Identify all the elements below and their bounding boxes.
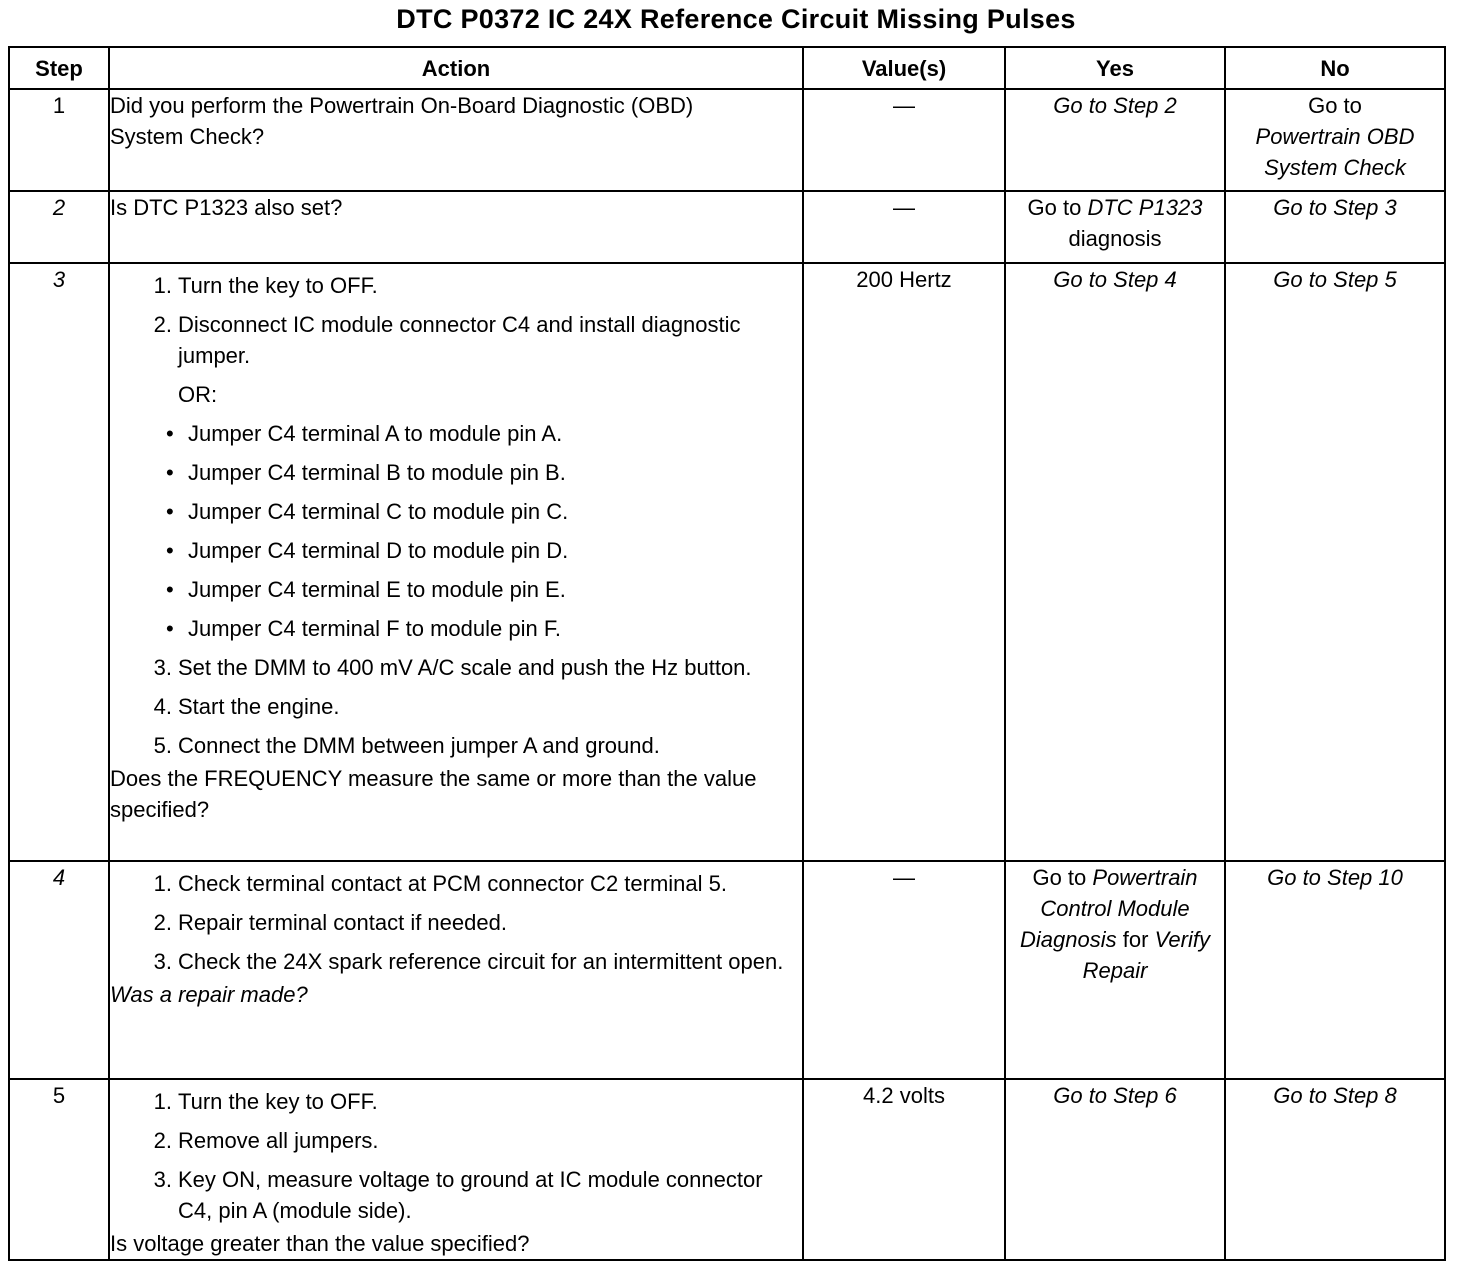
yes-text: Go to — [1027, 195, 1082, 220]
no-link: Powertrain OBD System Check — [1255, 124, 1415, 180]
yes-cell: Go to Step 2 — [1005, 89, 1225, 191]
yes-cell — [1005, 861, 1225, 1079]
no-cell: Go to Step 10 — [1225, 861, 1445, 1079]
or-label: OR: — [178, 382, 218, 407]
action-cell — [109, 89, 803, 191]
header-value: Value(s) — [803, 47, 1005, 89]
list-item: • Jumper C4 terminal D to module pin D. — [160, 535, 802, 566]
no-cell: Go to Step 5 — [1225, 263, 1445, 861]
no-cell — [1225, 89, 1445, 191]
header-step: Step — [9, 47, 109, 89]
yes-cell: Go to Step 6 — [1005, 1079, 1225, 1260]
yes-suffix: diagnosis — [1068, 226, 1162, 251]
procedure-list — [110, 1086, 802, 1226]
action-cell — [109, 861, 803, 1079]
step-number: 5 — [9, 1079, 109, 1260]
list-item: 3. Key ON, measure voltage to ground at IC module connector C4, pin A (module side). — [153, 1167, 763, 1223]
step-number: 3 — [9, 263, 109, 861]
question-text: Is voltage greater than the value specified? — [110, 1231, 530, 1256]
header-yes: Yes — [1005, 47, 1225, 89]
list-item: • Jumper C4 terminal E to module pin E. — [160, 574, 802, 605]
yes-cell: Go to Step 4 — [1005, 263, 1225, 861]
list-item: • Jumper C4 terminal A to module pin A. — [160, 418, 802, 449]
table-row — [9, 1079, 1445, 1260]
list-item: • Jumper C4 terminal C to module pin C. — [160, 496, 802, 527]
diagnostic-table — [8, 46, 1446, 1261]
value-cell: — — [803, 89, 1005, 191]
action-text: Is DTC P1323 also set? — [110, 195, 343, 220]
list-item: 3. Check the 24X spark reference circuit for an intermittent open. — [153, 949, 784, 974]
action-text: Did you perform the Powertrain On-Board Diagnostic (OBD) System Check? — [110, 93, 694, 149]
procedure-list — [110, 652, 802, 761]
step-number: 2 — [9, 191, 109, 263]
header-row — [9, 47, 1445, 89]
value-cell: 4.2 volts — [803, 1079, 1005, 1260]
value-cell: 200 Hertz — [803, 263, 1005, 861]
list-item: 3. Set the DMM to 400 mV A/C scale and push the Hz button. — [153, 655, 752, 680]
table-row — [9, 263, 1445, 861]
list-item: 2. Repair terminal contact if needed. — [153, 910, 507, 935]
no-cell: Go to Step 8 — [1225, 1079, 1445, 1260]
table-row — [9, 191, 1445, 263]
jumper-list — [110, 418, 802, 644]
header-action: Action — [109, 47, 803, 89]
yes-link-verify: Verify Repair — [1082, 927, 1210, 983]
action-cell — [109, 1079, 803, 1260]
list-item: 5. Connect the DMM between jumper A and ground. — [153, 733, 660, 758]
list-item: • Jumper C4 terminal F to module pin F. — [160, 613, 802, 644]
step-number: 4 — [9, 861, 109, 1079]
yes-text: Go to — [1032, 865, 1087, 890]
question-text: Was a repair made? — [110, 982, 308, 1007]
page-title: DTC P0372 IC 24X Reference Circuit Missing Pulses — [396, 4, 1076, 34]
yes-link: Powertrain Control Module Diagnosis — [1020, 865, 1198, 952]
header-no: No — [1225, 47, 1445, 89]
list-item: 1. Turn the key to OFF. — [153, 273, 378, 298]
no-text: Go to — [1308, 93, 1362, 118]
yes-link: DTC P1323 — [1087, 195, 1203, 220]
procedure-list — [110, 868, 802, 977]
question-text: Does the FREQUENCY measure the same or more than the value specified? — [110, 766, 757, 822]
value-cell: — — [803, 861, 1005, 1079]
procedure-list — [110, 270, 802, 371]
action-cell — [109, 191, 803, 263]
no-cell: Go to Step 3 — [1225, 191, 1445, 263]
yes-mid: for — [1122, 927, 1149, 952]
list-item: 2. Disconnect IC module connector C4 and install diagnostic jumper. — [153, 312, 741, 368]
yes-cell — [1005, 191, 1225, 263]
step-number: 1 — [9, 89, 109, 191]
list-item: • Jumper C4 terminal B to module pin B. — [160, 457, 802, 488]
table-row — [9, 861, 1445, 1079]
action-cell — [109, 263, 803, 861]
value-cell: — — [803, 191, 1005, 263]
list-item: 4. Start the engine. — [153, 694, 340, 719]
list-item: 1. Check terminal contact at PCM connector C2 terminal 5. — [153, 871, 728, 896]
table-row — [9, 89, 1445, 191]
list-item: 1. Turn the key to OFF. — [153, 1089, 378, 1114]
list-item: 2. Remove all jumpers. — [153, 1128, 379, 1153]
